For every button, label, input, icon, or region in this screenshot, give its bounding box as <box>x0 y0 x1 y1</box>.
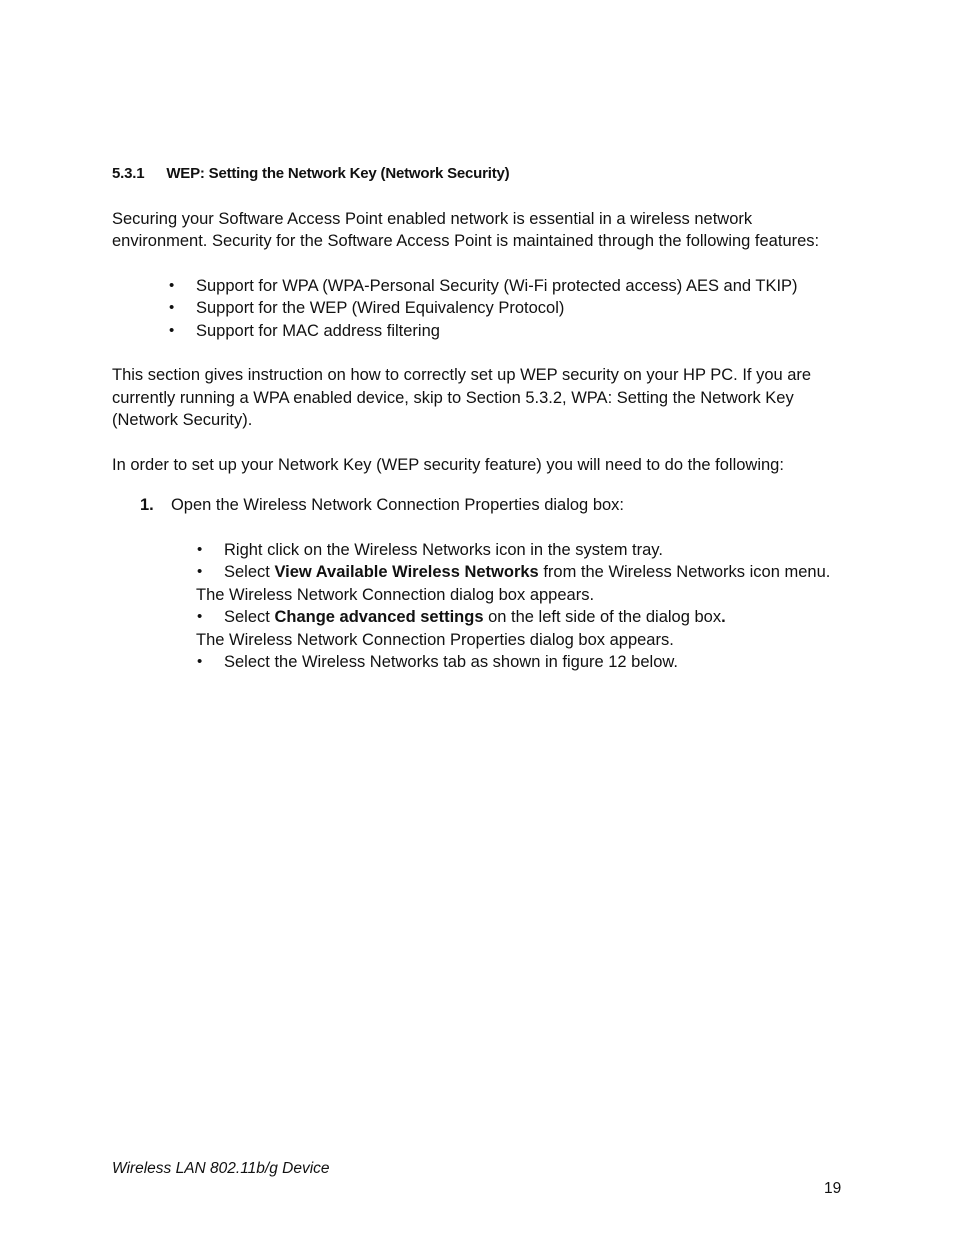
feature-item <box>169 275 798 297</box>
feature-text: Support for MAC address filtering <box>196 322 440 340</box>
section-title: WEP: Setting the Network Key (Network Security) <box>166 165 510 182</box>
substep-item <box>197 539 663 561</box>
para2-line-2: currently running a WPA enabled device, skip to Section 5.3.2, WPA: Setting the Network Key <box>112 389 794 407</box>
substep-item <box>197 651 678 673</box>
step-1 <box>140 494 624 517</box>
intro-line-2: environment. Security for the Software Access Point is maintained through the following features: <box>112 232 820 250</box>
substep-item <box>197 561 831 583</box>
section-number: 5.3.1 <box>112 165 145 182</box>
feature-item <box>169 297 565 319</box>
step-number: 1. <box>140 496 154 514</box>
feature-item <box>169 320 440 342</box>
bold-period: . <box>721 608 726 626</box>
feature-text: Support for the WEP (Wired Equivalency Protocol) <box>196 299 565 317</box>
bullet-icon: • <box>197 653 203 670</box>
bullet-icon: • <box>197 541 203 558</box>
substep-text-post: on the left side of the dialog box <box>483 608 722 626</box>
intro-line-1: Securing your Software Access Point enabled network is essential in a wireless network <box>112 210 753 228</box>
substep-result: The Wireless Network Connection dialog box appears. <box>196 586 595 604</box>
bullet-icon: • <box>197 608 203 625</box>
substep-item <box>197 606 726 628</box>
footer-title: Wireless LAN 802.11b/g Device <box>112 1160 330 1177</box>
bullet-icon: • <box>169 277 175 294</box>
bullet-icon: • <box>169 299 175 316</box>
bullet-icon: • <box>169 322 175 339</box>
substep-text-post: from the Wireless Networks icon menu. <box>538 563 831 581</box>
page-number: 19 <box>824 1180 842 1197</box>
substep-text: Select the Wireless Networks tab as shown in figure 12 below. <box>224 653 678 671</box>
substep-result: The Wireless Network Connection Properties dialog box appears. <box>196 631 674 649</box>
substep-text-pre: Select <box>224 608 275 626</box>
para3: In order to set up your Network Key (WEP security feature) you will need to do the following: <box>112 456 784 474</box>
para2-line-3: (Network Security). <box>112 411 253 429</box>
para2-line-1: This section gives instruction on how to correctly set up WEP security on your HP PC. If you are <box>112 366 812 384</box>
section-heading <box>112 165 509 182</box>
feature-text: Support for WPA (WPA-Personal Security (Wi-Fi protected access) AES and TKIP) <box>196 277 798 295</box>
step-text: Open the Wireless Network Connection Properties dialog box: <box>170 496 625 514</box>
menu-command: View Available Wireless Networks <box>274 563 539 581</box>
substep-text: Right click on the Wireless Networks icon in the system tray. <box>224 541 663 559</box>
menu-command: Change advanced settings <box>274 608 484 626</box>
substep-text-pre: Select <box>224 563 275 581</box>
bullet-icon: • <box>197 563 203 580</box>
